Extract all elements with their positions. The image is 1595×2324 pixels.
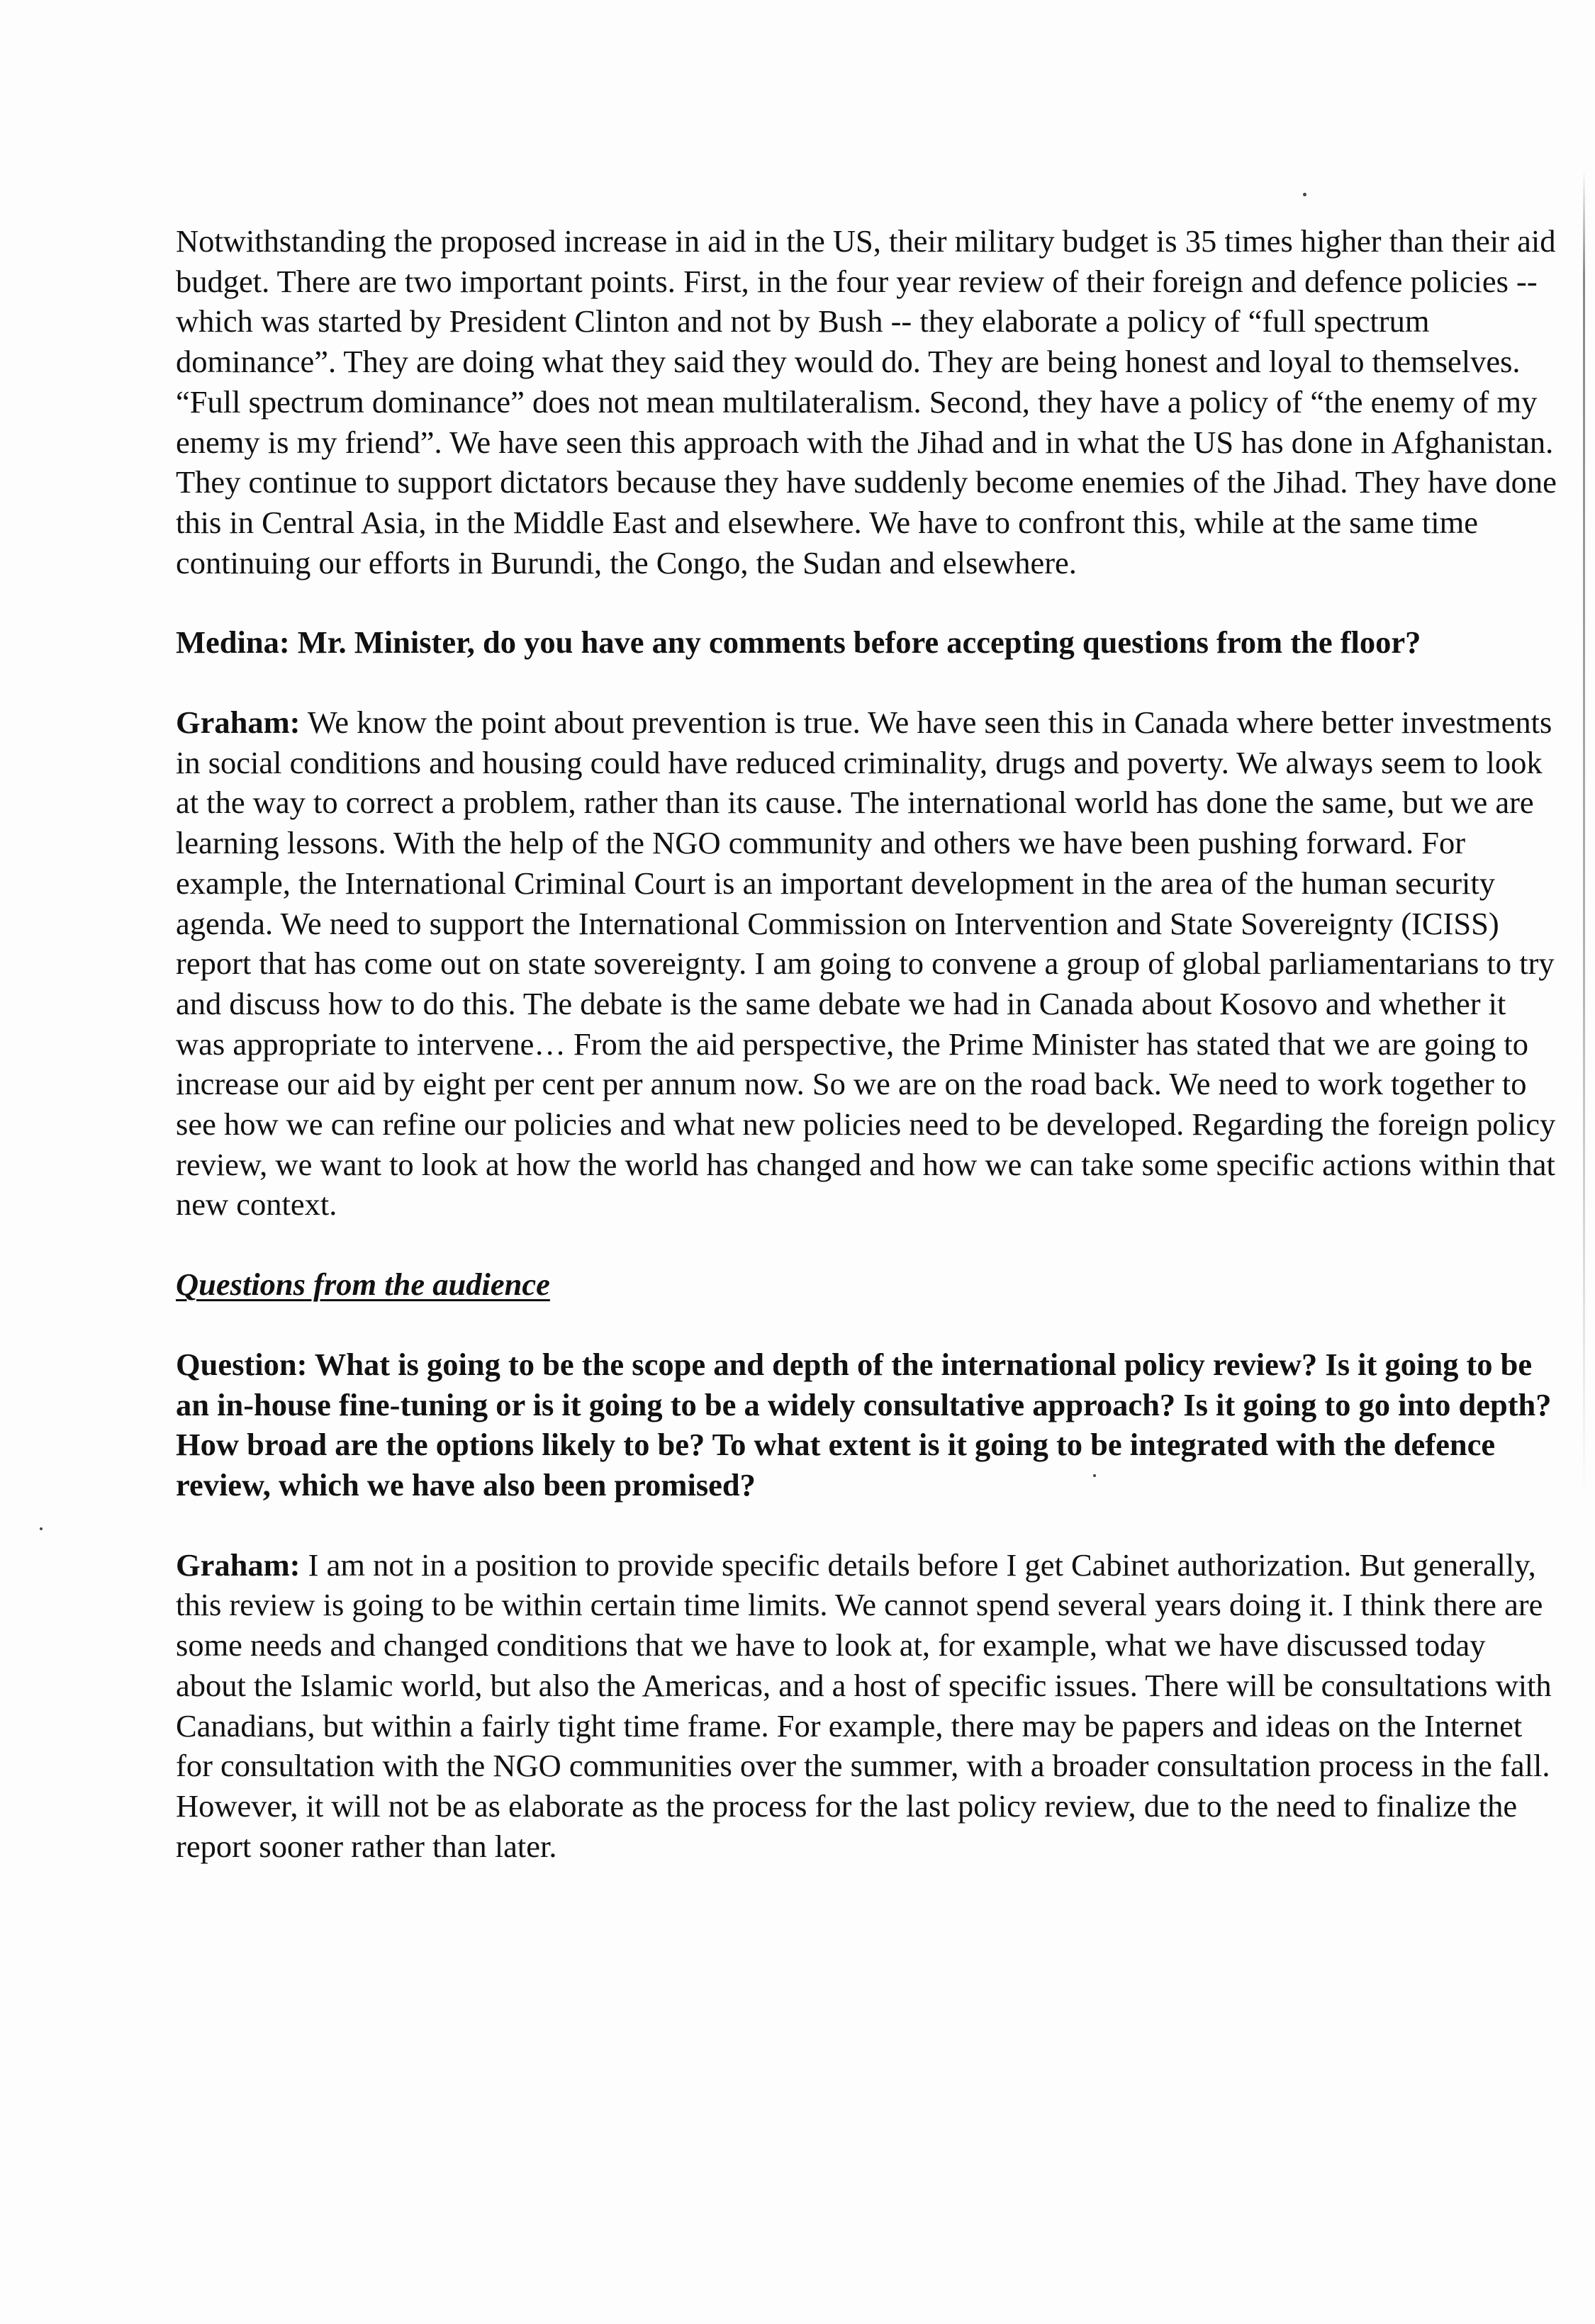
speaker-label: Graham: [176,1546,301,1583]
graham-answer-paragraph [176,1545,1558,1867]
speaker-label: Graham: [176,705,301,741]
answer-text: I am not in a position to provide specific details before I get Cabinet authorization. But generally, this review is going to be within certain time limits. We cannot spend several years doing it. I think there are some needs and changed conditions that we have to look at, for example, what we have discussed today about the Islamic world, but also the Americas, and a host of specific issues. There will be consultations with Canadians, but within a fairly tight time frame. For example, there may be papers and ideas on the Internet for consultation with the NGO communities over the summer, with a broader consultation process in the fall. However, it will not be as elaborate as the process for the last policy review, due to the need to finalize the report sooner rather than later. [176,1546,1552,1864]
document-body [176,221,1558,1906]
graham-response-paragraph [176,702,1558,1225]
body-paragraph: Notwithstanding the proposed increase in aid in the US, their military budget is 35 times higher than their aid budget. There are two important points. First, in the four year review of their foreign and defence policies -- which was started by President Clinton and not by Bush -- they elaborate a policy of “full spectrum dominance”. They are doing what they said they would do. They are being honest and loyal to themselves. “Full spectrum dominance” does not mean multilateralism. Second, they have a policy of “the enemy of my enemy is my friend”. We have seen this approach with the Jihad and in what the US has done in Afghanistan. They continue to support dictators because they have suddenly become enemies of the Jihad. They have done this in Central Asia, in the Middle East and elsewhere. We have to confront this, while at the same time continuing our efforts in Burundi, the Congo, the Sudan and elsewhere. [176,223,1557,580]
scan-speck [40,1527,43,1530]
audience-question: Question: What is going to be the scope and depth of the international policy review? Is it going to be an in-house fine-tuning or is it going to be a widely consultative approach? Is it going to go into depth? How broad are the options likely to be? To what extent is it going to be integrated with the defence review, which we have also been promised? [176,1346,1552,1503]
moderator-question: Medina: Mr. Minister, do you have any comments before accepting questions from the floor? [176,624,1421,661]
scan-speck [1303,193,1306,196]
response-text: We know the point about prevention is true. We have seen this in Canada where better investments in social conditions and housing could have reduced criminality, drugs and poverty. We always seem to look at the way to correct a problem, rather than its cause. The international world has done the same, but we are learning lessons. With the help of the NGO community and others we have been pushing forward. For example, the International Criminal Court is an important development in the area of the human security agenda. We need to support the International Commission on Intervention and State Sovereignty (ICISS) report that has come out on state sovereignty. I am going to convene a group of global parliamentarians to try and discuss how to do this. The debate is the same debate we had in Canada about Kosovo and whether it was appropriate to intervene… From the aid perspective, the Prime Minister has stated that we are going to increase our aid by eight per cent per annum now. So we are on the road back. We need to work together to see how we can refine our policies and what new policies need to be developed. Regarding the foreign policy review, we want to look at how the world has changed and how we can take some specific actions within that new context. [176,705,1556,1223]
section-heading: Questions from the audience [176,1267,550,1303]
scan-shadow-edge [1583,170,1585,1503]
